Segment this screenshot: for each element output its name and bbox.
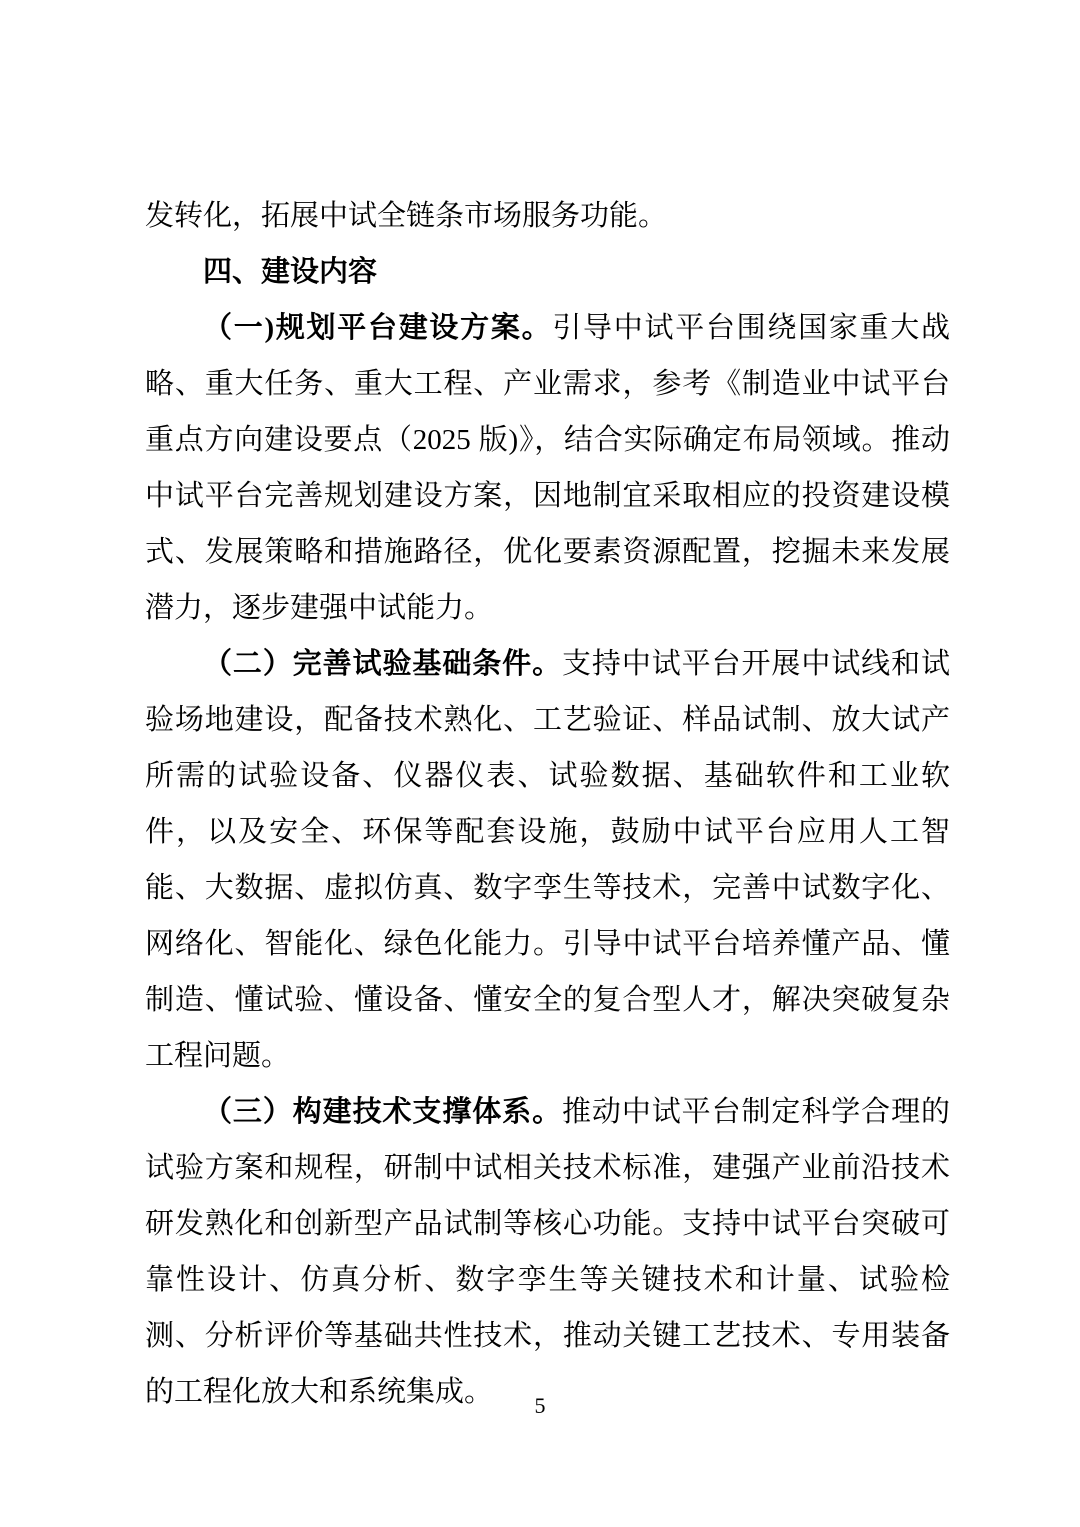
paragraph-2 [145, 636, 950, 1084]
document-content [145, 188, 950, 1420]
paragraph-3 [145, 1084, 950, 1420]
paragraph-3-lead: （三）构建技术支撑体系。 [203, 1096, 562, 1128]
paragraph-2-lead: （二）完善试验基础条件。 [203, 648, 562, 680]
paragraph-1-body: 引导中试平台围绕国家重大战略、重大任务、重大工程、产业需求，参考《制造业中试平台重点方向建设要点（2025 版)》，结合实际确定布局领域。推动中试平台完善规划建设方案，因地制宜采取相应的投资建设模式、发展策略和措施路径，优化要素资源配置，挖掘未来发展潜力，逐步建强中试能力。 [145, 312, 950, 624]
paragraph-1-lead: （一)规划平台建设方案。 [203, 312, 553, 344]
paragraph-2-body: 支持中试平台开展中试线和试验场地建设，配备技术熟化、工艺验证、样品试制、放大试产所需的试验设备、仪器仪表、试验数据、基础软件和工业软件，以及安全、环保等配套设施，鼓励中试平台应用人工智能、大数据、虚拟仿真、数字孪生等技术，完善中试数字化、网络化、智能化、绿色化能力。引导中试平台培养懂产品、懂制造、懂试验、懂设备、懂安全的复合型人才，解决突破复杂工程问题。 [145, 648, 950, 1072]
continuation-paragraph: 发转化，拓展中试全链条市场服务功能。 [145, 200, 668, 232]
section-heading: 四、建设内容 [203, 256, 378, 288]
paragraph-1 [145, 300, 950, 636]
paragraph-3-body: 推动中试平台制定科学合理的试验方案和规程，研制中试相关技术标准，建强产业前沿技术研发熟化和创新型产品试制等核心功能。支持中试平台突破可靠性设计、仿真分析、数字孪生等关键技术和计量、试验检测、分析评价等基础共性技术，推动关键工艺技术、专用装备的工程化放大和系统集成。 [145, 1096, 950, 1408]
page-number: 5 [534, 1393, 546, 1418]
